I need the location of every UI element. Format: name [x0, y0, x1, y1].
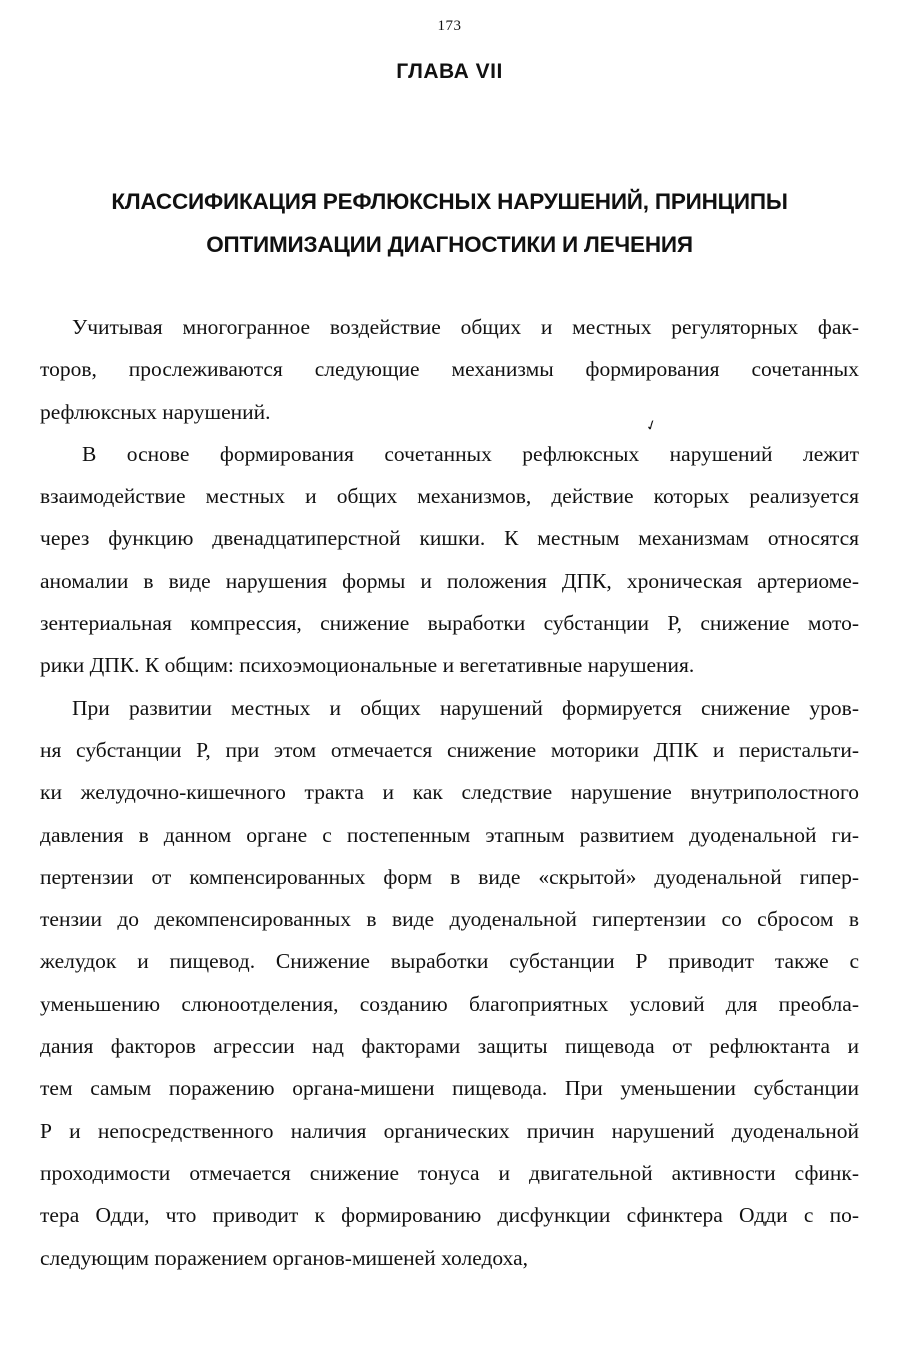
text-line: рефлюксных нарушений. — [40, 399, 271, 424]
text-line: тензии до декомпенсированных в виде дуоденальной гипертензии со сбросом в — [40, 907, 859, 932]
text-line: В основе формирования сочетанных рефлюксных нарушений лежит — [82, 441, 859, 466]
chapter-heading: ГЛАВА VII — [396, 60, 503, 83]
text-line: аномалии в виде нарушения формы и положения ДПК, хроническая артериоме- — [40, 568, 859, 593]
text-line: уменьшению слюноотделения, созданию благоприятных условий для преобла- — [40, 991, 859, 1016]
text-line: через функцию двенадцатиперстной кишки. К местным механизмам относятся — [40, 526, 859, 551]
chapter-title-line: КЛАССИФИКАЦИЯ РЕФЛЮКСНЫХ НАРУШЕНИЙ, ПРИНЦИПЫ — [111, 189, 788, 214]
text-line: следующим поражением органов-мишеней холедоха, — [40, 1245, 529, 1270]
text-line: пертензии от компенсированных форм в виде «скрытой» дуоденальной гипер- — [40, 864, 859, 889]
chapter-title — [40, 180, 859, 266]
text-line: дания факторов агрессии над факторами защиты пищевода от рефлюктанта и — [40, 1034, 859, 1059]
text-line: тем самым поражению органа-мишени пищевода. При уменьшении субстанции — [40, 1076, 859, 1101]
paragraph — [40, 687, 859, 1279]
text-line: ня субстанции Р, при этом отмечается снижение моторики ДПК и перистальти- — [40, 737, 859, 762]
text-line: Учитывая многогранное воздействие общих и местных регуляторных фак- — [72, 315, 859, 339]
paragraph — [40, 433, 859, 687]
text-line: давления в данном органе с постепенным этапным развитием дуоденальной ги- — [40, 822, 859, 847]
text-line: взаимодействие местных и общих механизмов, действие которых реализуется — [40, 484, 859, 509]
text-line: При развитии местных и общих нарушений формируется снижение уров- — [72, 695, 859, 720]
text-line: проходимости отмечается снижение тонуса и двигательной активности сфинк- — [40, 1160, 859, 1185]
text-line: зентериальная компрессия, снижение выработки субстанции Р, снижение мото- — [40, 611, 859, 636]
pen-tick-mark: ✓ — [643, 417, 660, 436]
body-text — [40, 306, 859, 1279]
chapter-title-line: ОПТИМИЗАЦИИ ДИАГНОСТИКИ И ЛЕЧЕНИЯ — [206, 232, 693, 257]
text-line: Р и непосредственного наличия органических причин нарушений дуоденальной — [40, 1118, 859, 1143]
text-line: ки желудочно-кишечного тракта и как следствие нарушение внутриполостного — [40, 780, 859, 805]
page-number: 173 — [437, 18, 462, 34]
text-line: рики ДПК. К общим: психоэмоциональные и вегетативные нарушения. — [40, 653, 695, 678]
text-line: желудок и пищевод. Снижение выработки субстанции Р приводит также с — [40, 949, 859, 974]
paragraph — [40, 306, 859, 433]
text-line: торов, прослеживаются следующие механизмы формирования сочетанных — [40, 357, 859, 382]
text-line: тера Одди, что приводит к формированию дисфункции сфинктера Одди с по- — [40, 1203, 859, 1228]
